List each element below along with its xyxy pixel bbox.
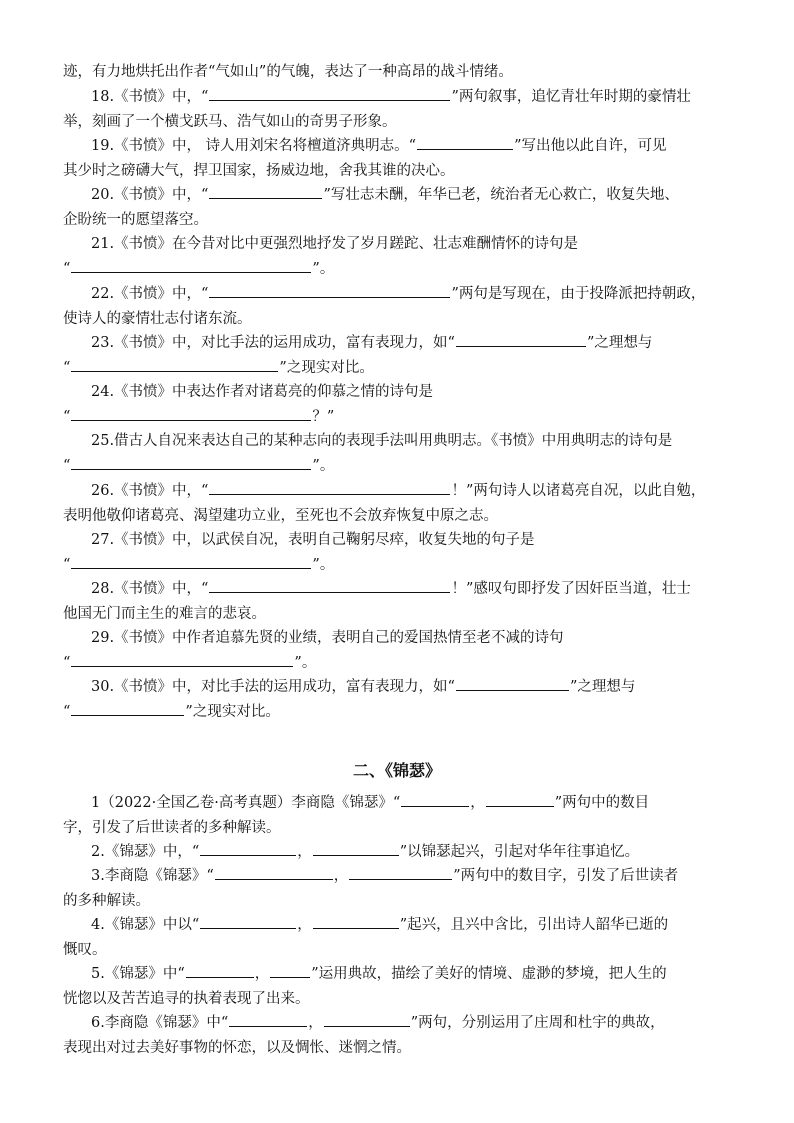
text-line: 迹，有力地烘托出作者“气如山”的气魄，表达了一种高昂的战斗情绪。 [63, 64, 513, 80]
question-21-cont: “ ”。 [63, 257, 734, 281]
question-23: 23.《书愤》中，对比手法的运用成功，富有表现力，如“ ”之理想与 [91, 331, 734, 355]
question-22: 22.《书愤》中，“ ”两句是写现在，由于投降派把持朝政， [91, 282, 734, 306]
answer-blank[interactable] [209, 577, 450, 593]
question-29: 29.《书愤》中作者追慕先贤的业绩，表明自己的爱国热情至老不减的诗句 [91, 630, 564, 646]
answer-blank[interactable] [209, 479, 450, 495]
jinse-question-6-cont: 表现出对过去美好事物的怀恋，以及惆怅、迷惘之情。 [63, 1040, 411, 1056]
answer-blank[interactable] [71, 257, 311, 273]
question-19-cont: 其少时之磅礴大气，捍卫国家，扬威边地，舍我其谁的决心。 [63, 163, 455, 179]
answer-blank[interactable] [71, 356, 278, 372]
question-25: 25.借古人自况来表达自己的某种志向的表现手法叫用典明志。《书愤》中用典明志的诗句是 [91, 433, 673, 449]
question-25-cont: “ ”。 [63, 454, 734, 478]
jinse-question-1: 1（2022·全国乙卷·高考真题）李商隐《锦瑟》“ ， ”两句中的数目 [91, 791, 734, 815]
answer-blank[interactable] [71, 700, 184, 716]
answer-blank[interactable] [349, 864, 452, 880]
jinse-question-4: 4.《锦瑟》中以“ ， ”起兴，且兴中含比，引出诗人韶华已逝的 [91, 913, 734, 937]
answer-blank[interactable] [313, 913, 399, 929]
answer-blank[interactable] [324, 1011, 410, 1027]
jinse-question-5: 5.《锦瑟》中“ ， ”运用典故，描绘了美好的情境、虚渺的梦境，把人生的 [91, 962, 734, 986]
question-24: 24.《书愤》中表达作者对诸葛亮的仰慕之情的诗句是 [91, 384, 434, 400]
question-28: 28.《书愤》中，“ ！”感叹句即抒发了因奸臣当道，壮士 [91, 577, 734, 601]
question-26-cont: 表明他敬仰诸葛亮、渴望建功立业，至死也不会放弃恢复中原之志。 [63, 508, 498, 524]
answer-blank[interactable] [71, 651, 293, 667]
answer-blank[interactable] [417, 134, 513, 150]
answer-blank[interactable] [401, 791, 469, 807]
question-26: 26.《书愤》中，“ ！”两句诗人以诸葛亮自况，以此自勉， [91, 479, 734, 503]
section-title: 二、《锦瑟》 [352, 761, 441, 780]
question-18: 18.《书愤》中，“ ”两句叙事，追忆青壮年时期的豪情壮 [91, 85, 734, 109]
answer-blank[interactable] [209, 183, 322, 199]
answer-blank[interactable] [209, 282, 450, 298]
question-23-cont: “ ”之现实对比。 [63, 356, 734, 380]
question-27-cont: “ ”。 [63, 553, 734, 577]
question-30: 30.《书愤》中，对比手法的运用成功，富有表现力，如“ ”之理想与 [91, 675, 734, 699]
question-18-cont: 举，刻画了一个横戈跃马、浩气如山的奇男子形象。 [63, 114, 397, 130]
question-21: 21.《书愤》在今昔对比中更强烈地抒发了岁月蹉跎、壮志难酬情怀的诗句是 [91, 236, 579, 252]
answer-blank[interactable] [200, 840, 296, 856]
answer-blank[interactable] [215, 864, 333, 880]
question-20-cont: 企盼统一的愿望落空。 [63, 212, 208, 228]
answer-blank[interactable] [456, 675, 569, 691]
answer-blank[interactable] [229, 1011, 307, 1027]
answer-blank[interactable] [71, 454, 311, 470]
jinse-question-4-cont: 慨叹。 [63, 942, 107, 958]
jinse-question-5-cont: 恍惚以及苦苦追寻的执着表现了出来。 [63, 991, 310, 1007]
jinse-question-3-cont: 的多种解读。 [63, 893, 150, 909]
question-28-cont: 他国无门而主生的难言的悲哀。 [63, 606, 266, 622]
answer-blank[interactable] [209, 85, 450, 101]
jinse-question-1-cont: 字，引发了后世读者的多种解读。 [63, 820, 281, 836]
answer-blank[interactable] [200, 913, 296, 929]
question-29-cont: “ ”。 [63, 651, 734, 675]
answer-blank[interactable] [71, 405, 311, 421]
question-30-cont: “ ”之现实对比。 [63, 700, 734, 724]
answer-blank[interactable] [71, 553, 311, 569]
jinse-question-3: 3.李商隐《锦瑟》“ ， ”两句中的数目字，引发了后世读者 [91, 864, 734, 888]
answer-blank[interactable] [186, 962, 254, 978]
question-27: 27.《书愤》中，以武侯自况，表明自己鞠躬尽瘁，收复失地的句子是 [91, 532, 535, 548]
question-19: 19.《书愤》中， 诗人用刘宋名将檀道济典明志。“ ”写出他以此自许，可见 [91, 134, 734, 158]
jinse-question-2: 2.《锦瑟》中，“ ， ”以锦瑟起兴，引起对华年往事追忆。 [91, 840, 734, 864]
answer-blank[interactable] [486, 791, 554, 807]
answer-blank[interactable] [456, 331, 586, 347]
jinse-question-6: 6.李商隐《锦瑟》中“ ， ”两句，分别运用了庄周和杜宇的典故， [91, 1011, 734, 1035]
answer-blank[interactable] [270, 962, 310, 978]
answer-blank[interactable] [313, 840, 399, 856]
question-22-cont: 使诗人的豪情壮志付诸东流。 [63, 311, 252, 327]
question-20: 20.《书愤》中，“ ”写壮志未酬，年华已老，统治者无心救亡，收复失地、 [91, 183, 734, 207]
question-24-cont: “ ？” [63, 405, 734, 429]
